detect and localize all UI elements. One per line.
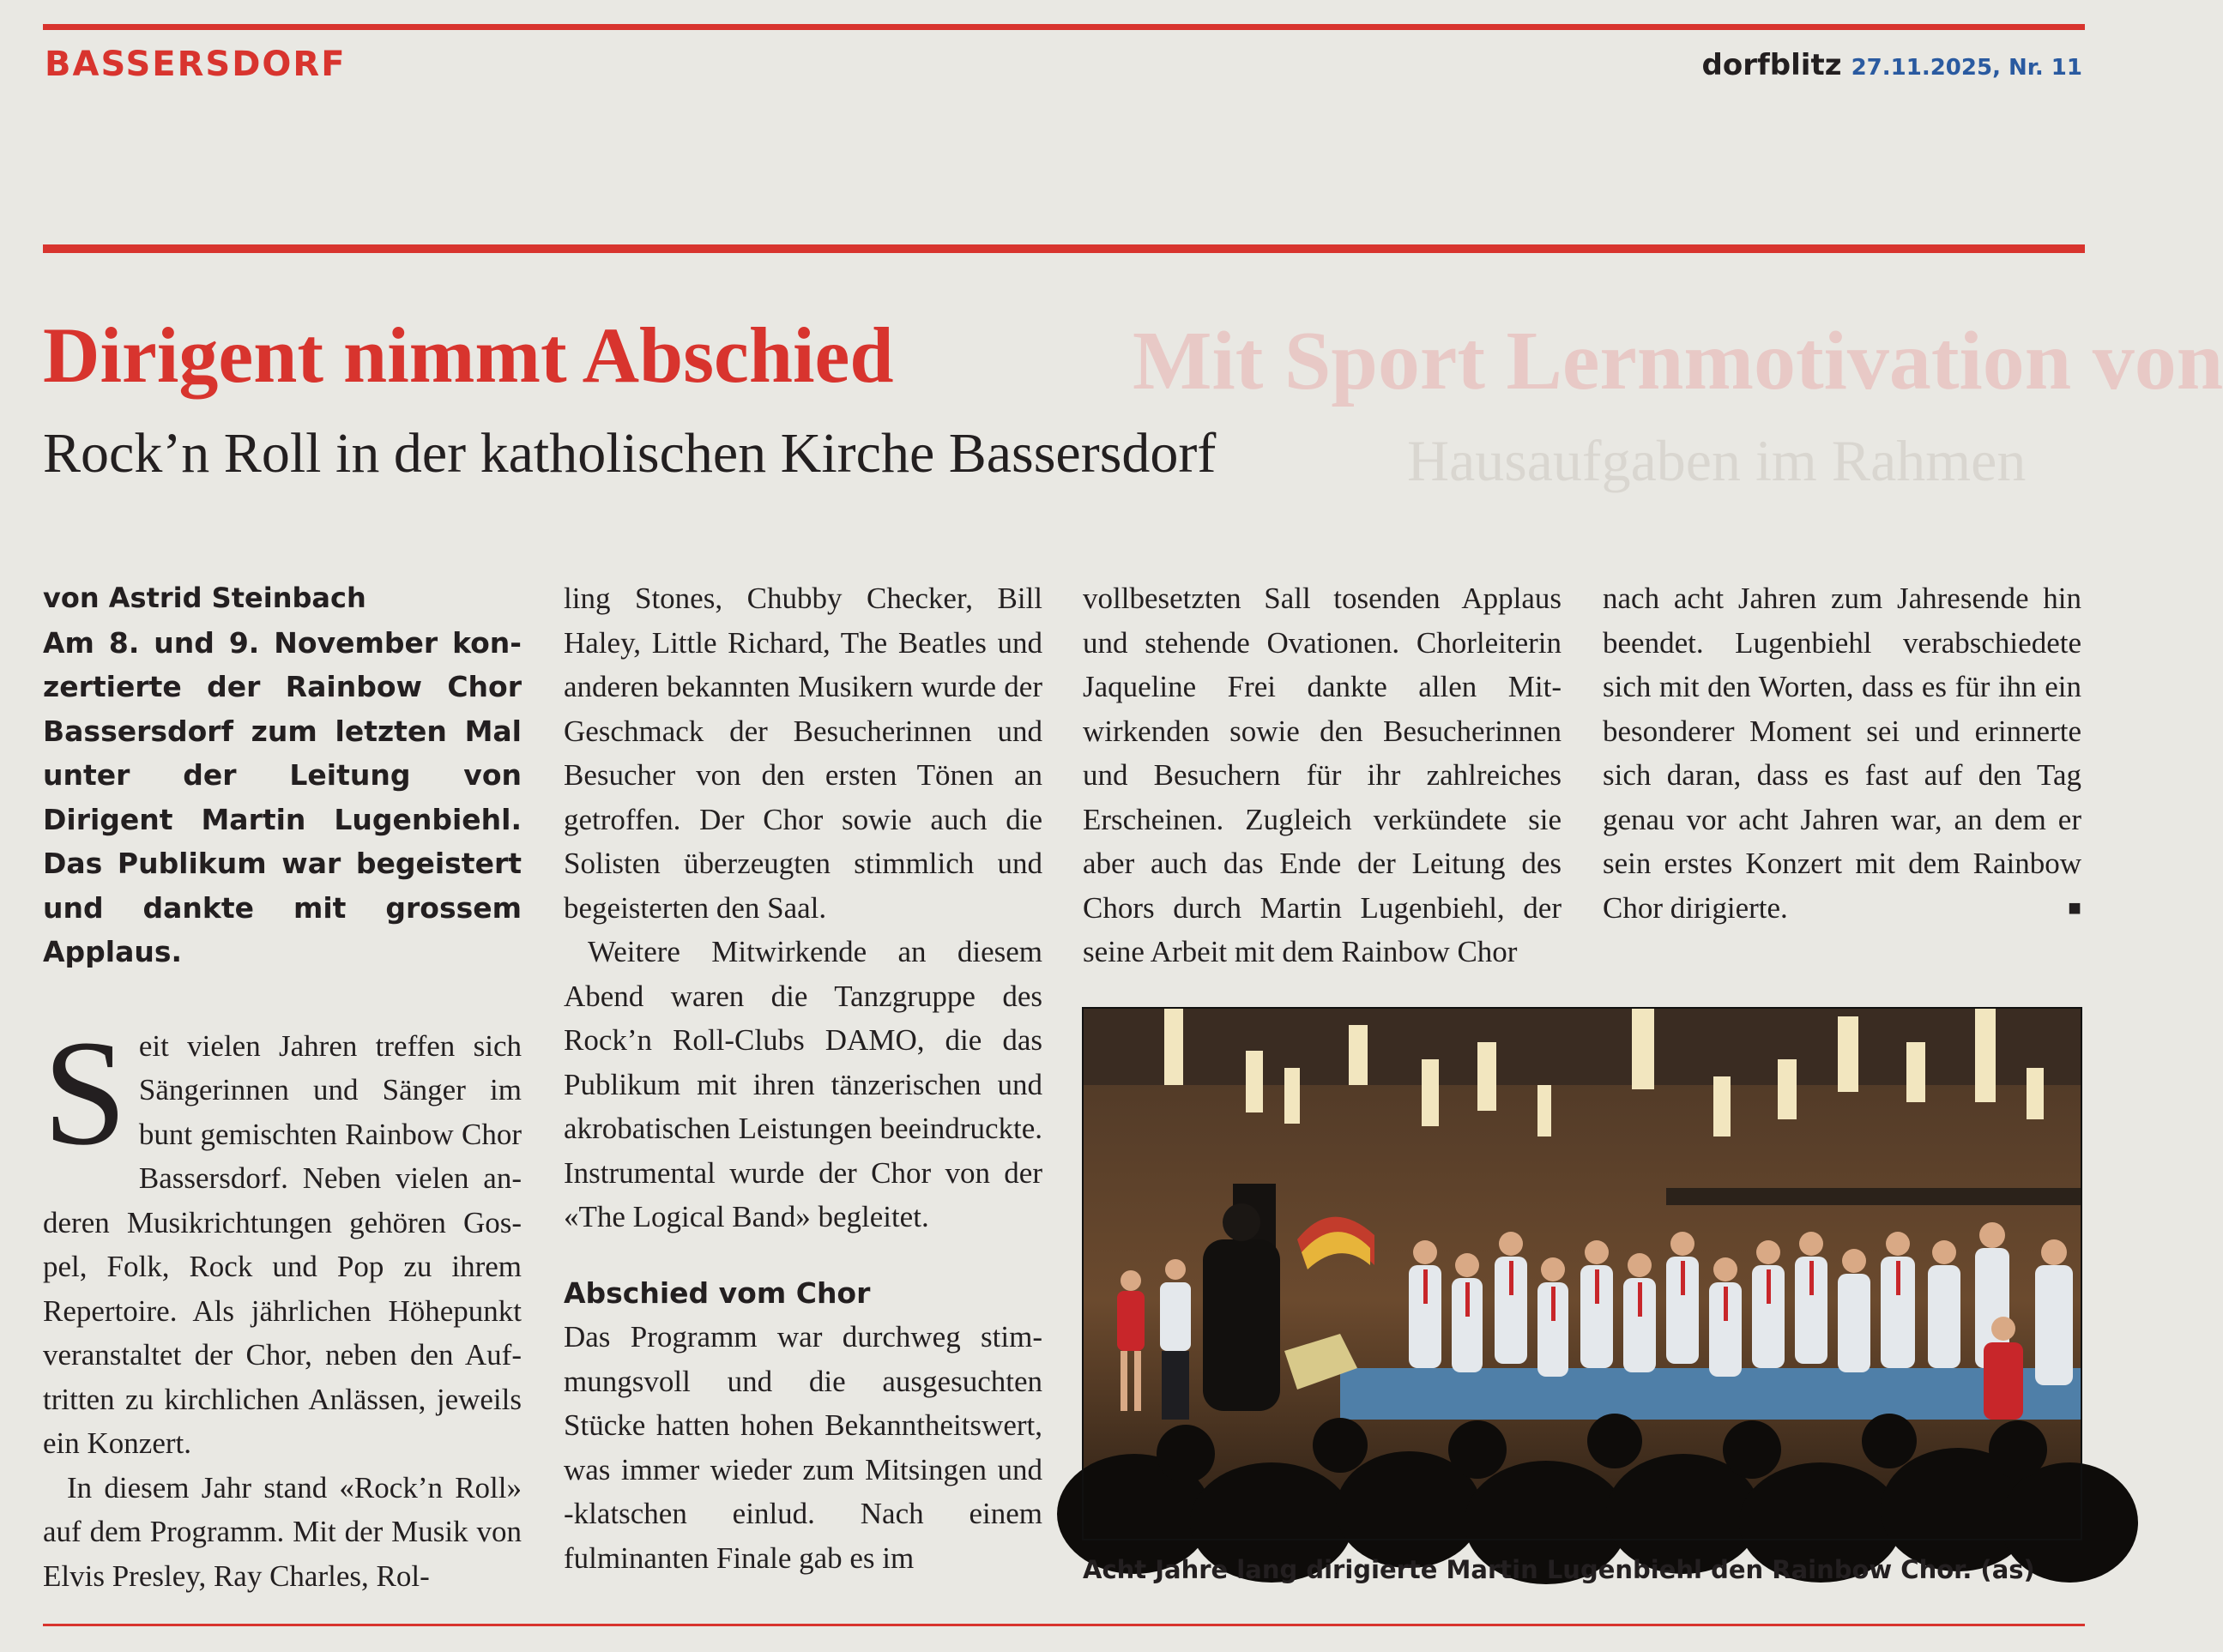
issue-date: 27.11.2025, Nr. 11 [1851, 55, 2082, 81]
bleed-through-subtitle: Hausaufgaben im Rahmen [1407, 428, 2027, 493]
article-column-4 [1603, 576, 2081, 930]
body-paragraph-1 [43, 1009, 522, 1466]
article-column-3 [1083, 576, 1562, 974]
article-column-2 [564, 576, 1042, 1580]
bottom-red-rule [43, 1624, 2085, 1626]
masthead [1702, 48, 2082, 82]
body-paragraph-1-text: eit vielen Jahren treffen sich Sängerinnen und Sänger im bunt gemischten Rainbow Chor Bassersdorf. Neben vielen anderen Musikrichtungen gehören Gospel, Folk, Rock und Pop zu ihrem Repertoire. Als jährlichen Höhepunkt veranstaltet der Chor, neben den Auftritten zu kirchlichen Anlässen, jeweils ein Konzert. [43, 1028, 522, 1460]
article-title: Dirigent nimmt Abschied [43, 311, 894, 399]
byline: von Astrid Steinbach [43, 582, 366, 614]
headline-red-rule [43, 244, 2085, 253]
body-paragraph-3: Weitere Mitwirkende an diesem Abend waren die Tanzgruppe des Rock’n Roll-Clubs DAMO, die das Publikum mit ihren tänzerischen und akrobatischen Leistungen beeindruckte. Instrumental wurde der Chor von der «The Logical Band» begleitet. [564, 935, 1042, 1233]
publication-name: dorfblitz [1701, 48, 1842, 82]
bleed-through-title: Mit Sport Lernmotivation von [1133, 315, 2223, 407]
concert-photo-illustration [1083, 1008, 2081, 1540]
article-column-1 [43, 576, 522, 1598]
body-paragraph-2-part: In diesem Jahr stand «Rock’n Roll» auf dem Programm. Mit der Musik von Elvis Presley, Ray Charles, Rol- [43, 1470, 522, 1593]
body-paragraph-4-cont: vollbesetzten Sall tosenden Applaus und stehende Ovationen. Chorleiterin Jaqueline Frei dankte allen Mitwirkenden sowie den Besucherinnen und Besuchern für ihr zahlreiches Erscheinen. Zugleich verkündete sie aber auch das Ende der Leitung des Chors durch Martin Lugenbiehl, der seine Arbeit mit dem Rainbow Chor [1083, 582, 1562, 968]
body-paragraph-4-end-text: nach acht Jahren zum Jahresende hin beendet. Lugenbiehl verabschiedete sich mit den Worten, dass es für ihn ein besonderer Moment sei und erinnerte sich daran, dass es fast auf den Tag genau vor acht Jahren war, an dem er sein erstes Konzert mit dem Rainbow Chor dirigierte. [1603, 582, 2081, 925]
article-subtitle: Rock’n Roll in der katholischen Kirche Bassersdorf [43, 422, 1217, 485]
top-red-rule [43, 24, 2085, 30]
body-paragraph-4-part: Das Programm war durchweg stimmungsvoll und die ausgesuchten Stücke hatten hohen Bekanntheitswert, was immer wieder zum Mitsingen und -klatschen einlud. Nach einem fulminanten Finale gab es im [564, 1320, 1042, 1575]
body-paragraph-2-cont: ling Stones, Chubby Checker, Bill Haley, Little Richard, The Beatles und anderen bekannten Musikern wurde der Geschmack der Besucherinnen und Besucher von den ersten Tönen an getroffen. Der Chor sowie auch die Solisten überzeugten stimmlich und begeisterten den Saal. [564, 582, 1042, 925]
drop-cap: S [43, 1009, 127, 1177]
concert-photo [1083, 1008, 2081, 1540]
photo-caption: Acht Jahre lang dirigierte Martin Lugenbiehl den Rainbow Chor. (as) [1083, 1555, 2035, 1584]
body-paragraph-4-end [1603, 576, 2081, 930]
section-subheading: Abschied vom Chor [564, 1275, 871, 1310]
lead-paragraph: Am 8. und 9. November konzertierte der Rainbow Chor Bassersdorf zum letzten Mal unter der Leitung von Dirigent Martin Lugenbiehl. Das Publikum war begeistert und dankte mit grossem Applaus. [43, 625, 522, 968]
end-mark-icon: ■ [2068, 895, 2081, 920]
section-label: BASSERSDORF [45, 45, 347, 84]
